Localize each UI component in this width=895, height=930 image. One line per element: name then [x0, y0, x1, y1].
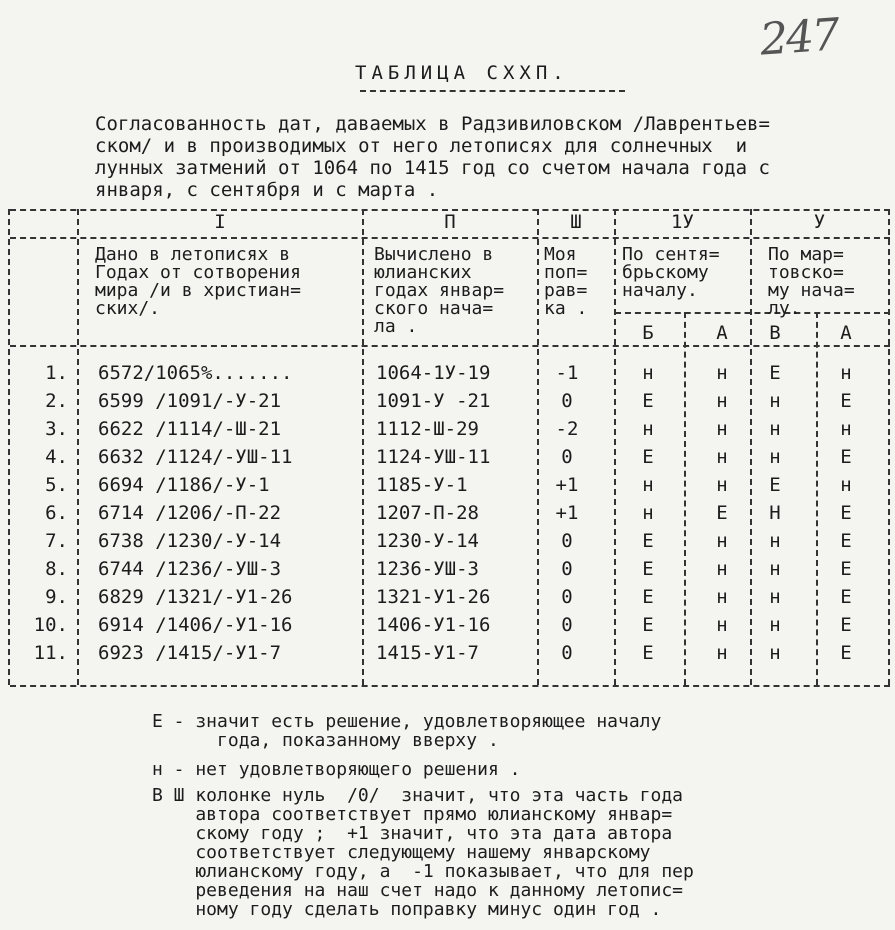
march-a: н	[840, 474, 852, 496]
column-header: По мар= товско= му нача= лу.	[768, 244, 855, 319]
row-number: 9.	[45, 586, 68, 608]
correction: 0	[561, 390, 573, 412]
legend-note: В Ш колонке нуль /0/ значит, что эта часть года автора соответствует прямо юлианскому январ= скому году ; +1 значит, что эта дата автора соответствует следующему нашему январскому юлианскому году, а -1 показывает, что для пер реведения на наш счет надо к данному летопис= ному году сделать поправку минус один год .	[152, 785, 694, 920]
given-date: 6914 /1406/-У1-16	[98, 614, 293, 636]
page-title: ТАБЛИЦА СХХП.	[355, 62, 569, 84]
march-b: н	[769, 558, 781, 580]
march-a: Е	[840, 642, 852, 664]
given-date: 6923 /1415/-У1-7	[98, 642, 282, 664]
computed-date: 1185-У-1	[376, 474, 468, 496]
intro-paragraph: Согласованность дат, даваемых в Радзивиловском /Лаврентьев= ском/ и в производимых от него летописях для солнечных и лунных затмений от 1064 по 1415 год со счетом начала года с января, с сентября и с марта .	[95, 113, 770, 201]
computed-date: 1124-УШ-11	[376, 446, 491, 468]
correction: +1	[555, 502, 579, 524]
header-bottom-rule	[10, 345, 890, 347]
column-number: П	[444, 211, 456, 233]
row-number: 8.	[45, 558, 68, 580]
table-row	[0, 530, 895, 558]
computed-date: 1207-П-28	[376, 502, 479, 524]
row-number: 4.	[45, 446, 68, 468]
subcolumn-header: А	[840, 322, 852, 344]
table-row	[0, 558, 895, 586]
table-row	[0, 474, 895, 502]
table-row	[0, 502, 895, 530]
march-b: н	[769, 418, 781, 440]
row-number: 2.	[45, 390, 68, 412]
column-header: Вычислено в юлианских годах январ= ского нача= ла .	[374, 244, 505, 337]
computed-date: 1321-У1-26	[376, 586, 491, 608]
september-a: н	[716, 390, 728, 412]
subcolumn-header: В	[769, 322, 781, 344]
column-number: I	[214, 211, 226, 233]
correction: -1	[555, 362, 579, 384]
march-a: Е	[840, 586, 852, 608]
subcolumn-header: Б	[642, 322, 654, 344]
given-date: 6714 /1206/-П-22	[98, 502, 282, 524]
computed-date: 1064-1У-19	[376, 362, 491, 384]
row-number: 1.	[45, 362, 68, 384]
given-date: 6632 /1124/-УШ-11	[98, 446, 293, 468]
given-date: 6572/1065%.......	[98, 362, 293, 384]
row-number: 3.	[45, 418, 68, 440]
march-b: н	[769, 614, 781, 636]
september-a: н	[716, 418, 728, 440]
row-number: 11.	[33, 642, 68, 664]
correction: -2	[555, 418, 579, 440]
september-b: Е	[642, 614, 654, 636]
correction: 0	[561, 642, 573, 664]
computed-date: 1091-У -21	[376, 390, 491, 412]
given-date: 6622 /1114/-Ш-21	[98, 418, 282, 440]
legend-n: н - нет удовлетворяющего решения .	[152, 759, 521, 780]
column-number: У	[813, 211, 826, 233]
september-b: н	[642, 502, 654, 524]
march-b: Н	[769, 502, 781, 524]
computed-date: 1230-У-14	[376, 530, 479, 552]
march-a: н	[840, 362, 852, 384]
row-number: 6.	[45, 502, 68, 524]
march-b: Е	[769, 474, 781, 496]
page-number: 247	[758, 9, 840, 66]
computed-date: 1112-Ш-29	[376, 418, 479, 440]
row-number: 7.	[45, 530, 68, 552]
given-date: 6744 /1236/-УШ-3	[98, 558, 282, 580]
correction: 0	[561, 586, 573, 608]
september-b: н	[642, 418, 654, 440]
september-b: н	[642, 362, 654, 384]
march-a: Е	[840, 530, 852, 552]
given-date: 6694 /1186/-У-1	[98, 474, 270, 496]
table-row	[0, 586, 895, 614]
computed-date: 1406-У1-16	[376, 614, 491, 636]
september-b: Е	[642, 642, 654, 664]
table-row	[0, 614, 895, 642]
september-b: Е	[642, 586, 654, 608]
september-b: н	[642, 474, 654, 496]
september-a: н	[716, 558, 728, 580]
table-row	[0, 446, 895, 474]
september-b: Е	[642, 390, 654, 412]
march-a: Е	[840, 558, 852, 580]
september-a: н	[716, 474, 728, 496]
correction: 0	[561, 446, 573, 468]
table-row	[0, 418, 895, 446]
september-b: Е	[642, 530, 654, 552]
given-date: 6738 /1230/-У-14	[98, 530, 282, 552]
march-b: н	[769, 446, 781, 468]
september-a: н	[716, 614, 728, 636]
title-underline	[360, 90, 625, 92]
computed-date: 1415-У1-7	[376, 642, 479, 664]
september-a: Е	[716, 502, 728, 524]
given-date: 6829 /1321/-У1-26	[98, 586, 293, 608]
march-a: Е	[840, 446, 852, 468]
column-header: По сентя= брьскому началу.	[622, 244, 720, 301]
september-a: н	[716, 642, 728, 664]
march-b: Е	[769, 362, 781, 384]
march-a: Е	[840, 390, 852, 412]
march-a: н	[840, 418, 852, 440]
september-a: н	[716, 586, 728, 608]
march-b: н	[769, 642, 781, 664]
table-row	[0, 390, 895, 418]
column-header: Моя поп= рав= ка .	[544, 244, 588, 319]
correction: 0	[561, 614, 573, 636]
september-b: Е	[642, 446, 654, 468]
march-a: Е	[840, 614, 852, 636]
legend-e: Е - значит есть решение, удовлетворяющее началу года, показанному вверху .	[152, 711, 662, 751]
table-row	[0, 642, 895, 670]
column-header: Дано в летописях в Годах от сотворения мира /и в христиан= ских/.	[95, 244, 301, 319]
march-b: н	[769, 586, 781, 608]
column-number: 1У	[671, 211, 694, 233]
march-b: н	[769, 530, 781, 552]
row-number: 10.	[33, 614, 68, 636]
column-number: Ш	[570, 211, 582, 233]
march-a: Е	[840, 502, 852, 524]
correction: 0	[561, 558, 573, 580]
september-b: Е	[642, 558, 654, 580]
september-a: н	[716, 530, 728, 552]
march-b: н	[769, 390, 781, 412]
correction: 0	[561, 530, 573, 552]
correction: +1	[555, 474, 579, 496]
subcolumn-header: А	[716, 322, 728, 344]
row-number: 5.	[45, 474, 68, 496]
roman-header-rule	[10, 237, 890, 239]
september-a: н	[716, 362, 728, 384]
table-row	[0, 362, 895, 390]
given-date: 6599 /1091/-У-21	[98, 390, 282, 412]
table-bottom-rule	[10, 685, 890, 687]
september-a: н	[716, 446, 728, 468]
computed-date: 1236-УШ-3	[376, 558, 479, 580]
